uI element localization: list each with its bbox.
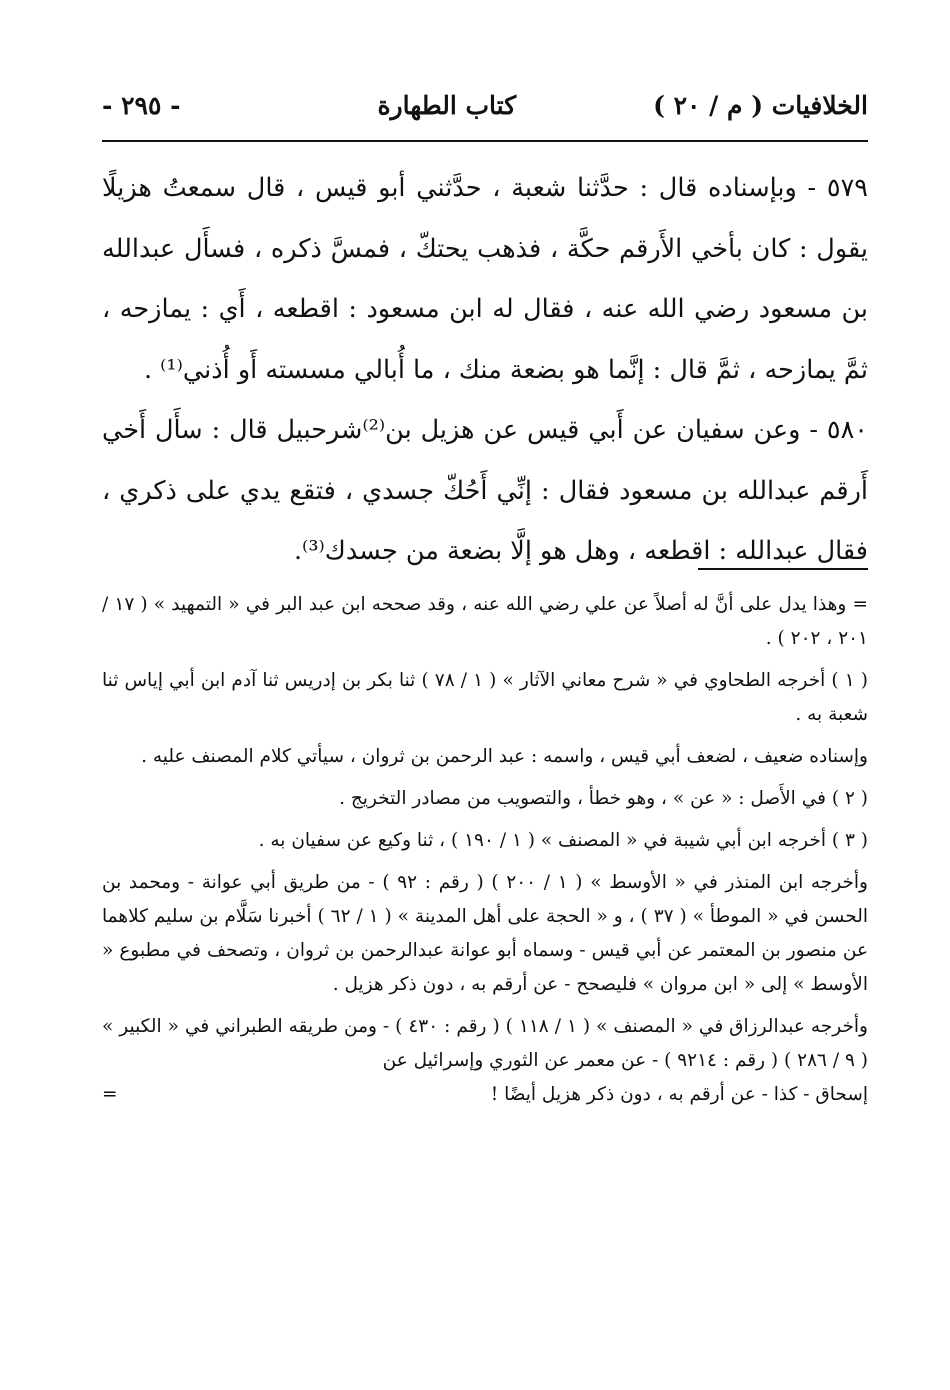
hadith-579: ٥٧٩ - وبإسناده قال : حدَّثنا شعبة ، حدَّثني أبو قيس ، قال سمعتُ هزيلًا يقول : كان بأخي الأَرقم حكَّة ، فذهب يحتكّ ، فمسَّ ذكره ، فسأَل عبدالله بن مسعود رضي الله عنه ، فقال له ابن مسعود : اقطعه ، أَي : يمازحه ، ثمَّ يمازحه ، ثمَّ قال : إنَّما هو بضعة منك ، ما أُبالي مسسته أَو أُذني⁽¹⁾ . [102,173,868,385]
footnote-1-comment: وإسناده ضعيف ، لضعف أبي قيس ، واسمه : عبد الرحمن بن ثروان ، سيأتي كلام المصنف عليه . [141,746,868,767]
footnote-2: ( ٢ ) في الأَصل : « عن » ، وهو خطأ ، والتصويب من مصادر التخريج . [339,788,868,809]
hadith-580: ٥٨٠ - وعن سفيان عن أَبي قيس عن هزيل بن⁽²⁾شرحبيل قال : سأَل أَخي أَرقم عبدالله بن مسعود فقال : إنِّي أَحُكّ جسدي ، فتقع يدي على ذكري ، فقال عبدالله : اقطعه ، وهل هو إلَّا بضعة من جسدك⁽³⁾. [102,415,868,566]
continuation-mark: = [102,1084,118,1105]
footnotes [102,588,868,1112]
page-number: - ٢٩٥ - [102,90,181,120]
footnote-1: ( ١ ) أخرجه الطحاوي في « شرح معاني الآثار » ( ١ / ٧٨ ) ثنا بكر بن إدريس ثنا آدم ابن أبي إياس ثنا شعبة به . [102,670,868,725]
footnote-3-sources: وأخرجه ابن المنذر في « الأوسط » ( ١ / ٢٠٠ ) ( رقم : ٩٢ ) - من طريق أبي عوانة - ومحمد بن الحسن في « الموطأ » ( ٣٧ ) ، و « الحجة على أهل المدينة » ( ١ / ٦٢ ) أخبرنا سَلَّام بن سليم كلاهما عن منصور بن المعتمر عن أبي قيس - وسماه أبو عوانة عبدالرحمن بن ثروان ، وتصحف في مطبوع « الأوسط » إلى « ابن مروان » فليصحح - عن أرقم به ، دون ذكر هزيل . [102,872,869,995]
footnote-rule [698,568,868,570]
running-head-chapter: كتاب الطهارة [377,90,517,120]
footnote-3-end: إسحاق - كذا - عن أرقم به ، دون ذكر هزيل أيضًا ! [490,1084,868,1105]
main-text [102,158,868,582]
running-head-book: الخلافيات ( م / ٢٠ ) [653,90,868,120]
footnote-3-last-line [102,1078,868,1112]
page-header [102,82,868,128]
footnote-3-abdulrazzaq: وأخرجه عبدالرزاق في « المصنف » ( ١ / ١١٨ ) ( رقم : ٤٣٠ ) - ومن طريقه الطبراني في « الكبير » ( ٩ / ٢٨٦ ) ( رقم : ٩٢١٤ ) - عن معمر عن الثوري وإسرائيل عن [102,1016,868,1071]
footnote-continued: = وهذا يدل على أنَّ له أصلاً عن علي رضي الله عنه ، وقد صححه ابن عبد البر في « التمهيد » ( ١٧ / ٢٠١ ، ٢٠٢ ) . [102,594,868,649]
header-rule [102,140,868,142]
footnote-3: ( ٣ ) أخرجه ابن أبي شيبة في « المصنف » ( ١ / ١٩٠ ) ، ثنا وكيع عن سفيان به . [258,830,868,851]
